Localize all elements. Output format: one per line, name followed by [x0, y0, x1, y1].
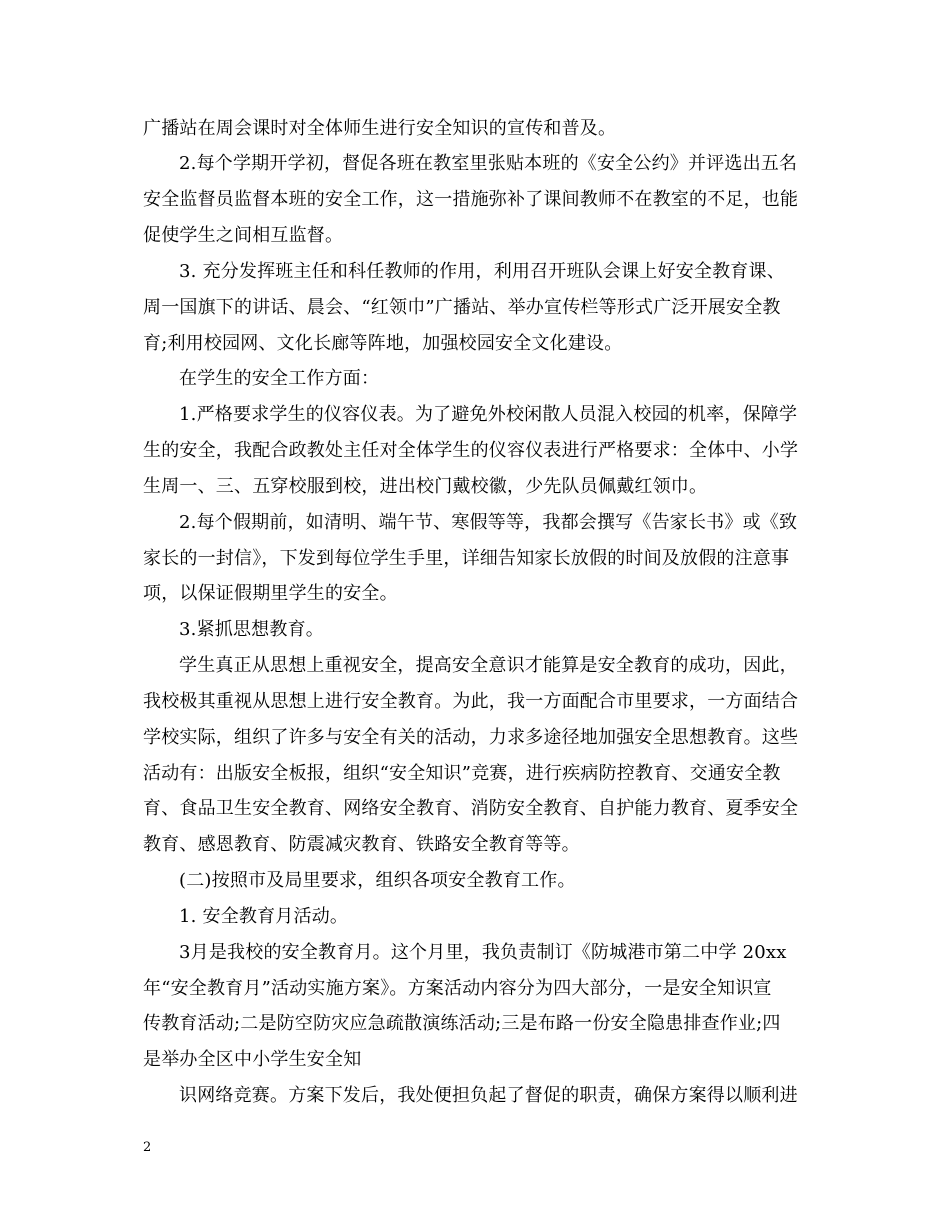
paragraph-line: 传教育活动;二是防空防灾应急疏散演练活动;三是布路一份安全隐患排查作业;四 [143, 1013, 781, 1034]
paragraph-line: 项，以保证假期里学生的安全。 [143, 583, 398, 604]
paragraph-line: 是举办全区中小学生安全知 [143, 1049, 362, 1070]
paragraph-line: 1.严格要求学生的仪容仪表。为了避免外校闲散人员混入校园的机率，保障学 [179, 404, 798, 425]
paragraph-line: 活动有：出版安全板报，组织“安全知识”竞赛，进行疾病防控教育、交通安全教 [143, 763, 781, 784]
paragraph-line: 在学生的安全工作方面： [179, 368, 380, 389]
paragraph-line: 2.每个学期开学初，督促各班在教室里张贴本班的《安全公约》并评选出五名 [179, 153, 798, 174]
page-number: 2 [143, 1140, 152, 1155]
paragraph-line: 学生真正从思想上重视安全，提高安全意识才能算是安全教育的成功，因此， [179, 655, 798, 676]
paragraph-line: 2.每个假期前，如清明、端午节、寒假等等，我都会撰写《告家长书》或《致 [179, 512, 798, 533]
paragraph-line: 教育、感恩教育、防震减灾教育、铁路安全教育等等。 [143, 834, 580, 855]
paragraph-line: 识网络竞赛。方案下发后，我处便担负起了督促的职责，确保方案得以顺利进 [179, 1085, 798, 1106]
paragraph-line: 年“安全教育月”活动实施方案》。方案活动内容分为四大部分，一是安全知识宣 [143, 978, 772, 999]
paragraph-line: 育;利用校园网、文化长廊等阵地，加强校园安全文化建设。 [143, 333, 623, 354]
paragraph-line: 育、食品卫生安全教育、网络安全教育、消防安全教育、自护能力教育、夏季安全 [143, 798, 799, 819]
paragraph-line: 3. 充分发挥班主任和科任教师的作用，利用召开班队会课上好安全教育课、 [179, 261, 785, 282]
paragraph-line: 3月是我校的安全教育月。这个月里，我负责制订《防城港市第二中学 20xx [179, 942, 787, 963]
paragraph-line: 广播站在周会课时对全体师生进行安全知识的宣传和普及。 [143, 118, 617, 139]
paragraph-line: 安全监督员监督本班的安全工作，这一措施弥补了课间教师不在教室的不足，也能 [143, 189, 799, 210]
paragraph-line: 学校实际，组织了许多与安全有关的活动，力求多途径地加强安全思想教育。这些 [143, 727, 799, 748]
paragraph-line: 周一国旗下的讲话、晨会、“红领巾”广播站、举办宣传栏等形式广泛开展安全教 [143, 297, 781, 318]
paragraph-line: 促使学生之间相互监督。 [143, 225, 344, 246]
paragraph-line: 家长的一封信》，下发到每位学生手里，详细告知家长放假的时间及放假的注意事 [143, 548, 790, 569]
paragraph-line: 3.紧抓思想教育。 [179, 619, 324, 640]
paragraph-line: 生周一、三、五穿校服到校，进出校门戴校徽，少先队员佩戴红领巾。 [143, 476, 708, 497]
paragraph-line: 1. 安全教育月活动。 [179, 906, 349, 927]
paragraph-line: (二)按照市及局里要求，组织各项安全教育工作。 [179, 870, 576, 891]
paragraph-line: 生的安全，我配合政教处主任对全体学生的仪容仪表进行严格要求：全体中、小学 [143, 440, 799, 461]
paragraph-line: 我校极其重视从思想上进行安全教育。为此，我一方面配合市里要求，一方面结合 [143, 691, 799, 712]
